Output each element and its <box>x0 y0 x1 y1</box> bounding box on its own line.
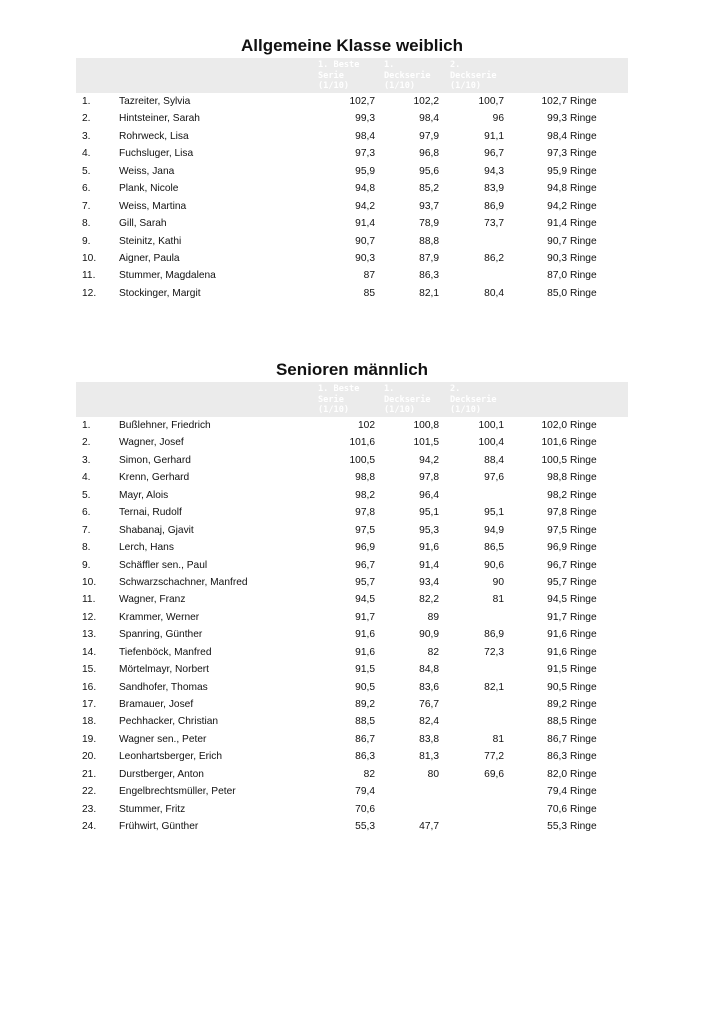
table-row <box>76 539 628 556</box>
rank-cell: 10. <box>82 576 97 588</box>
total-value: 85,0 <box>547 287 567 299</box>
deckserie-2-value: 81 <box>492 594 504 606</box>
beste-serie-value: 99,3 <box>355 113 375 125</box>
rank-cell: 22. <box>82 786 97 798</box>
rank-cell: 5. <box>82 489 91 501</box>
shooter-name: Gill, Sarah <box>119 218 167 230</box>
deckserie-1-value: 89 <box>427 611 439 623</box>
table-row <box>76 644 628 661</box>
total-value: 91,6 <box>547 646 567 658</box>
deckserie-1-value: 95,6 <box>419 165 439 177</box>
table-header <box>76 382 628 417</box>
table-row <box>76 783 628 800</box>
header-deckserie-2: 2. Deckserie (1/10) <box>450 384 497 415</box>
total-value: 98,4 <box>547 130 567 142</box>
rank-cell: 23. <box>82 803 97 815</box>
unit-label: Ringe <box>570 524 597 536</box>
table-row <box>76 417 628 434</box>
deckserie-2-value: 86,9 <box>484 200 504 212</box>
deckserie-1-value: 86,3 <box>419 270 439 282</box>
rank-cell: 21. <box>82 768 97 780</box>
table-row <box>76 504 628 521</box>
unit-label: Ringe <box>570 821 597 833</box>
unit-label: Ringe <box>570 768 597 780</box>
unit-label: Ringe <box>570 200 597 212</box>
rank-cell: 19. <box>82 733 97 745</box>
deckserie-1-value: 84,8 <box>419 664 439 676</box>
deckserie-2-value: 96 <box>492 113 504 125</box>
deckserie-1-value: 81,3 <box>419 751 439 763</box>
rank-cell: 9. <box>82 559 91 571</box>
beste-serie-value: 88,5 <box>355 716 375 728</box>
rank-cell: 4. <box>82 148 91 160</box>
beste-serie-value: 100,5 <box>349 454 375 466</box>
deckserie-1-value: 91,6 <box>419 542 439 554</box>
rank-cell: 15. <box>82 664 97 676</box>
shooter-name: Wagner, Franz <box>119 594 186 606</box>
rank-cell: 11. <box>82 270 96 282</box>
deckserie-2-value: 96,7 <box>484 148 504 160</box>
shooter-name: Krammer, Werner <box>119 611 200 623</box>
beste-serie-value: 96,7 <box>355 559 375 571</box>
shooter-name: Tiefenböck, Manfred <box>119 646 212 658</box>
total-value: 95,7 <box>547 576 567 588</box>
total-value: 91,7 <box>547 611 567 623</box>
unit-label: Ringe <box>570 803 597 815</box>
deckserie-1-value: 97,8 <box>419 472 439 484</box>
deckserie-2-value: 86,5 <box>484 542 504 554</box>
unit-label: Ringe <box>570 183 597 195</box>
table-header <box>76 58 628 93</box>
unit-label: Ringe <box>570 594 597 606</box>
shooter-name: Stockinger, Margit <box>119 287 201 299</box>
unit-label: Ringe <box>570 542 597 554</box>
deckserie-2-value: 83,9 <box>484 183 504 195</box>
table-row <box>76 285 628 302</box>
beste-serie-value: 91,6 <box>355 646 375 658</box>
shooter-name: Schwarzschachner, Manfred <box>119 576 248 588</box>
beste-serie-value: 91,7 <box>355 611 375 623</box>
rank-cell: 16. <box>82 681 97 693</box>
shooter-name: Aigner, Paula <box>119 252 180 264</box>
section-senioren-maennlich <box>76 358 628 836</box>
beste-serie-value: 102 <box>358 420 375 431</box>
deckserie-1-value: 82,4 <box>419 716 439 728</box>
rank-cell: 1. <box>82 420 91 431</box>
total-value: 55,3 <box>547 821 567 833</box>
total-value: 91,6 <box>547 629 567 641</box>
shooter-name: Sandhofer, Thomas <box>119 681 208 693</box>
total-value: 91,5 <box>547 664 567 676</box>
deckserie-1-value: 85,2 <box>419 183 439 195</box>
deckserie-2-value: 100,7 <box>478 96 504 107</box>
table-row <box>76 801 628 818</box>
deckserie-1-value: 93,4 <box>419 576 439 588</box>
table-row <box>76 679 628 696</box>
unit-label: Ringe <box>570 681 597 693</box>
unit-label: Ringe <box>570 489 597 501</box>
shooter-name: Bußlehner, Friedrich <box>119 420 211 431</box>
total-value: 94,2 <box>547 200 567 212</box>
unit-label: Ringe <box>570 629 597 641</box>
unit-label: Ringe <box>570 716 597 728</box>
shooter-name: Mayr, Alois <box>119 489 169 501</box>
rank-cell: 5. <box>82 165 91 177</box>
rank-cell: 7. <box>82 200 91 212</box>
beste-serie-value: 79,4 <box>355 786 375 798</box>
results-list <box>76 417 628 836</box>
deckserie-1-value: 97,9 <box>419 130 439 142</box>
deckserie-2-value: 94,9 <box>484 524 504 536</box>
table-row <box>76 267 628 284</box>
unit-label: Ringe <box>570 287 597 299</box>
shooter-name: Steinitz, Kathi <box>119 235 182 247</box>
unit-label: Ringe <box>570 148 597 160</box>
rank-cell: 1. <box>82 96 91 107</box>
beste-serie-value: 95,9 <box>355 165 375 177</box>
rank-cell: 3. <box>82 130 91 142</box>
rank-cell: 9. <box>82 235 91 247</box>
total-value: 90,3 <box>547 252 567 264</box>
shooter-name: Simon, Gerhard <box>119 454 191 466</box>
beste-serie-value: 86,3 <box>355 751 375 763</box>
unit-label: Ringe <box>570 751 597 763</box>
rank-cell: 12. <box>82 287 97 299</box>
rank-cell: 3. <box>82 454 91 466</box>
shooter-name: Weiss, Martina <box>119 200 187 212</box>
total-value: 100,5 <box>541 454 567 466</box>
table-row <box>76 145 628 162</box>
results-list <box>76 93 628 302</box>
deckserie-1-value: 95,1 <box>419 507 439 519</box>
table-row <box>76 250 628 267</box>
total-value: 90,7 <box>547 235 567 247</box>
table-row <box>76 713 628 730</box>
deckserie-1-value: 83,8 <box>419 733 439 745</box>
beste-serie-value: 101,6 <box>349 437 375 449</box>
beste-serie-value: 90,3 <box>355 252 375 264</box>
deckserie-1-value: 82,2 <box>419 594 439 606</box>
total-value: 97,3 <box>547 148 567 160</box>
shooter-name: Stummer, Fritz <box>119 803 186 815</box>
deckserie-2-value: 73,7 <box>484 218 504 230</box>
total-value: 90,5 <box>547 681 567 693</box>
total-value: 88,5 <box>547 716 567 728</box>
beste-serie-value: 98,8 <box>355 472 375 484</box>
total-value: 101,6 <box>541 437 567 449</box>
beste-serie-value: 96,9 <box>355 542 375 554</box>
deckserie-1-value: 100,8 <box>413 420 439 431</box>
deckserie-1-value: 96,4 <box>419 489 439 501</box>
unit-label: Ringe <box>570 270 597 282</box>
table-row <box>76 452 628 469</box>
section-allgemeine-klasse-weiblich <box>76 34 628 302</box>
rank-cell: 4. <box>82 472 91 484</box>
table-row <box>76 434 628 451</box>
table-row <box>76 818 628 835</box>
rank-cell: 7. <box>82 524 91 536</box>
rank-cell: 10. <box>82 252 97 264</box>
total-value: 102,7 <box>541 96 567 107</box>
table-row <box>76 163 628 180</box>
beste-serie-value: 94,2 <box>355 200 375 212</box>
unit-label: Ringe <box>570 699 597 710</box>
deckserie-1-value: 102,2 <box>413 96 439 107</box>
unit-label: Ringe <box>570 437 597 449</box>
total-value: 87,0 <box>547 270 567 282</box>
table-row <box>76 487 628 504</box>
beste-serie-value: 94,5 <box>355 594 375 606</box>
total-value: 98,8 <box>547 472 567 484</box>
total-value: 94,8 <box>547 183 567 195</box>
shooter-name: Schäffler sen., Paul <box>119 559 208 571</box>
beste-serie-value: 91,6 <box>355 629 375 641</box>
total-value: 82,0 <box>547 768 567 780</box>
beste-serie-value: 97,8 <box>355 507 375 519</box>
header-beste-serie: 1. Beste Serie (1/10) <box>318 384 360 415</box>
unit-label: Ringe <box>570 130 597 142</box>
deckserie-1-value: 94,2 <box>419 454 439 466</box>
unit-label: Ringe <box>570 96 597 107</box>
shooter-name: Lerch, Hans <box>119 542 174 554</box>
rank-cell: 14. <box>82 646 97 658</box>
total-value: 89,2 <box>547 699 567 710</box>
shooter-name: Leonhartsberger, Erich <box>119 751 223 763</box>
shooter-name: Hintsteiner, Sarah <box>119 113 200 125</box>
rank-cell: 6. <box>82 507 91 519</box>
table-row <box>76 522 628 539</box>
header-beste-serie: 1. Beste Serie (1/10) <box>318 60 360 91</box>
deckserie-2-value: 100,1 <box>478 420 504 431</box>
section-title: Senioren männlich <box>275 360 429 379</box>
section-title: Allgemeine Klasse weiblich <box>240 36 464 55</box>
table-row <box>76 128 628 145</box>
table-row <box>76 609 628 626</box>
table-row <box>76 180 628 197</box>
table-row <box>76 766 628 783</box>
deckserie-1-value: 98,4 <box>419 113 439 125</box>
rank-cell: 2. <box>82 113 91 125</box>
total-value: 86,3 <box>547 751 567 763</box>
deckserie-1-value: 82 <box>427 646 439 658</box>
rank-cell: 17. <box>82 699 97 710</box>
total-value: 95,9 <box>547 165 567 177</box>
deckserie-1-value: 87,9 <box>419 252 439 264</box>
unit-label: Ringe <box>570 113 597 125</box>
shooter-name: Shabanaj, Gjavit <box>119 524 194 536</box>
shooter-name: Pechhacker, Christian <box>119 716 219 728</box>
shooter-name: Plank, Nicole <box>119 183 179 195</box>
shooter-name: Tazreiter, Sylvia <box>119 96 191 107</box>
deckserie-2-value: 95,1 <box>484 507 504 519</box>
deckserie-2-value: 82,1 <box>484 681 504 693</box>
deckserie-2-value: 90 <box>492 576 504 588</box>
beste-serie-value: 94,8 <box>355 183 375 195</box>
shooter-name: Frühwirt, Günther <box>119 821 199 833</box>
beste-serie-value: 95,7 <box>355 576 375 588</box>
unit-label: Ringe <box>570 165 597 177</box>
beste-serie-value: 70,6 <box>355 803 375 815</box>
table-row <box>76 591 628 608</box>
table-row <box>76 626 628 643</box>
table-row <box>76 215 628 232</box>
deckserie-2-value: 81 <box>492 733 504 745</box>
table-row <box>76 696 628 713</box>
deckserie-2-value: 100,4 <box>478 437 504 449</box>
deckserie-2-value: 77,2 <box>484 751 504 763</box>
deckserie-1-value: 90,9 <box>419 629 439 641</box>
unit-label: Ringe <box>570 559 597 571</box>
total-value: 79,4 <box>547 786 567 798</box>
beste-serie-value: 90,7 <box>355 235 375 247</box>
rank-cell: 12. <box>82 611 97 623</box>
unit-label: Ringe <box>570 235 597 247</box>
rank-cell: 20. <box>82 751 97 763</box>
deckserie-2-value: 91,1 <box>484 130 504 142</box>
beste-serie-value: 91,5 <box>355 664 375 676</box>
unit-label: Ringe <box>570 576 597 588</box>
beste-serie-value: 91,4 <box>355 218 375 230</box>
unit-label: Ringe <box>570 218 597 230</box>
shooter-name: Ternai, Rudolf <box>119 507 182 519</box>
total-value: 86,7 <box>547 733 567 745</box>
rank-cell: 6. <box>82 183 91 195</box>
unit-label: Ringe <box>570 786 597 798</box>
table-row <box>76 233 628 250</box>
unit-label: Ringe <box>570 420 597 431</box>
shooter-name: Durstberger, Anton <box>119 768 204 780</box>
beste-serie-value: 86,7 <box>355 733 375 745</box>
deckserie-2-value: 94,3 <box>484 165 504 177</box>
beste-serie-value: 85 <box>363 287 375 299</box>
beste-serie-value: 55,3 <box>355 821 375 833</box>
unit-label: Ringe <box>570 472 597 484</box>
deckserie-1-value: 91,4 <box>419 559 439 571</box>
rank-cell: 13. <box>82 629 97 641</box>
total-value: 97,8 <box>547 507 567 519</box>
rank-cell: 24. <box>82 821 97 833</box>
shooter-name: Bramauer, Josef <box>119 699 194 710</box>
shooter-name: Engelbrechtsmüller, Peter <box>119 786 236 798</box>
rank-cell: 8. <box>82 542 91 554</box>
shooter-name: Spanring, Günther <box>119 629 203 641</box>
beste-serie-value: 87 <box>363 270 375 282</box>
beste-serie-value: 89,2 <box>355 699 375 710</box>
deckserie-2-value: 88,4 <box>484 454 504 466</box>
total-value: 94,5 <box>547 594 567 606</box>
beste-serie-value: 102,7 <box>349 96 375 107</box>
table-row <box>76 661 628 678</box>
table-row <box>76 557 628 574</box>
total-value: 97,5 <box>547 524 567 536</box>
header-deckserie-1: 1. Deckserie (1/10) <box>384 384 431 415</box>
total-value: 102,0 <box>541 420 567 431</box>
unit-label: Ringe <box>570 664 597 676</box>
shooter-name: Rohrweck, Lisa <box>119 130 189 142</box>
header-deckserie-1: 1. Deckserie (1/10) <box>384 60 431 91</box>
unit-label: Ringe <box>570 733 597 745</box>
table-row <box>76 748 628 765</box>
table-row <box>76 198 628 215</box>
total-value: 99,3 <box>547 113 567 125</box>
deckserie-1-value: 88,8 <box>419 235 439 247</box>
unit-label: Ringe <box>570 646 597 658</box>
shooter-name: Wagner sen., Peter <box>119 733 207 745</box>
table-row <box>76 110 628 127</box>
rank-cell: 2. <box>82 437 91 449</box>
deckserie-2-value: 72,3 <box>484 646 504 658</box>
beste-serie-value: 97,3 <box>355 148 375 160</box>
total-value: 70,6 <box>547 803 567 815</box>
deckserie-1-value: 78,9 <box>419 218 439 230</box>
total-value: 96,9 <box>547 542 567 554</box>
beste-serie-value: 98,2 <box>355 489 375 501</box>
shooter-name: Stummer, Magdalena <box>119 270 216 282</box>
deckserie-2-value: 86,9 <box>484 629 504 641</box>
deckserie-1-value: 95,3 <box>419 524 439 536</box>
rank-cell: 11. <box>82 594 96 606</box>
deckserie-1-value: 80 <box>427 768 439 780</box>
deckserie-2-value: 80,4 <box>484 287 504 299</box>
shooter-name: Krenn, Gerhard <box>119 472 190 484</box>
unit-label: Ringe <box>570 454 597 466</box>
deckserie-2-value: 69,6 <box>484 768 504 780</box>
table-row <box>76 574 628 591</box>
shooter-name: Weiss, Jana <box>119 165 175 177</box>
total-value: 98,2 <box>547 489 567 501</box>
beste-serie-value: 90,5 <box>355 681 375 693</box>
table-row <box>76 469 628 486</box>
total-value: 96,7 <box>547 559 567 571</box>
beste-serie-value: 82 <box>363 768 375 780</box>
rank-cell: 18. <box>82 716 97 728</box>
header-deckserie-2: 2. Deckserie (1/10) <box>450 60 497 91</box>
beste-serie-value: 98,4 <box>355 130 375 142</box>
unit-label: Ringe <box>570 611 597 623</box>
deckserie-2-value: 90,6 <box>484 559 504 571</box>
beste-serie-value: 97,5 <box>355 524 375 536</box>
total-value: 91,4 <box>547 218 567 230</box>
deckserie-1-value: 96,8 <box>419 148 439 160</box>
deckserie-1-value: 93,7 <box>419 200 439 212</box>
deckserie-1-value: 76,7 <box>419 699 439 710</box>
unit-label: Ringe <box>570 507 597 519</box>
shooter-name: Wagner, Josef <box>119 437 184 449</box>
deckserie-2-value: 97,6 <box>484 472 504 484</box>
deckserie-2-value: 86,2 <box>484 252 504 264</box>
table-row <box>76 93 628 110</box>
shooter-name: Mörtelmayr, Norbert <box>119 664 210 676</box>
rank-cell: 8. <box>82 218 91 230</box>
shooter-name: Fuchsluger, Lisa <box>119 148 194 160</box>
unit-label: Ringe <box>570 252 597 264</box>
deckserie-1-value: 101,5 <box>413 437 439 449</box>
deckserie-1-value: 82,1 <box>419 287 439 299</box>
deckserie-1-value: 47,7 <box>419 821 439 833</box>
table-row <box>76 731 628 748</box>
deckserie-1-value: 83,6 <box>419 681 439 693</box>
